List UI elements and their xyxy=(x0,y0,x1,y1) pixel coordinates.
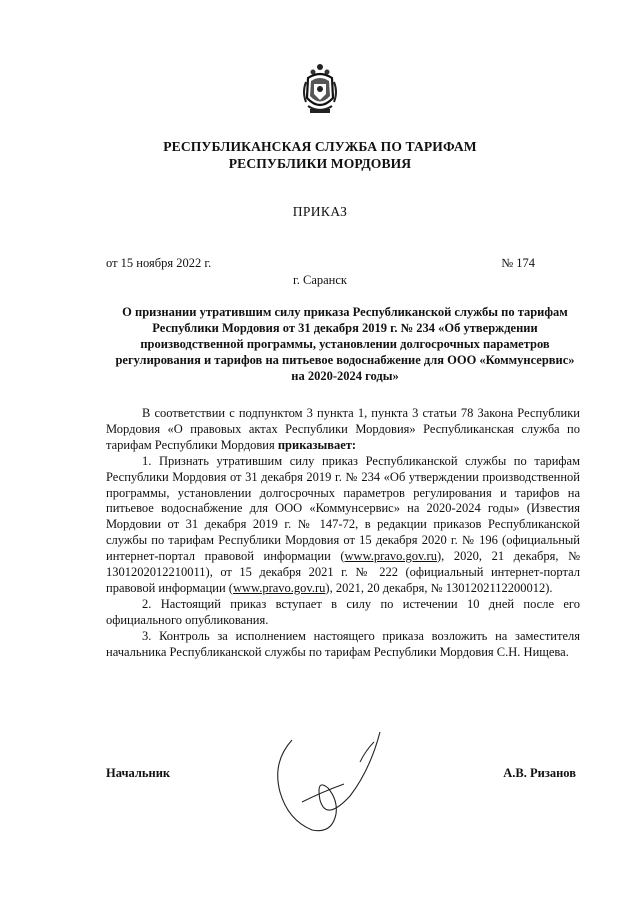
document-type: ПРИКАЗ xyxy=(292,204,348,219)
item-1-part2: ), 2020, 21 декабря, № 1301202012210011), от 15 декабря 2021 г. № 222 (официальный интернет-портал правовой информации ( xyxy=(106,549,580,595)
intro-paragraph xyxy=(106,406,580,454)
organization-name-line1: РЕСПУБЛИКАНСКАЯ СЛУЖБА ПО ТАРИФАМ xyxy=(163,139,477,154)
coat-of-arms-emblem xyxy=(300,62,340,120)
organization-name xyxy=(0,138,640,172)
item-3-paragraph: 3. Контроль за исполнением настоящего приказа возложить на заместителя начальника Республиканской службы по тарифам Республики Мордовия С.Н. Нищева. xyxy=(106,628,580,659)
order-date: от 15 ноября 2022 г. xyxy=(106,256,212,270)
pravo-link-1[interactable]: www.pravo.gov.ru xyxy=(344,549,437,564)
item-1-part1: 1. Признать утратившим силу приказ Республиканской службы по тарифам Республики Мордовия от 31 декабря 2019 г. № 234 «Об утверждении производственной программы, установлении долгосрочных параметров регулирования и тарифов на питьевое водоснабжение для ООО «Коммунсервис» на 2020-2024 годы» (Известия Мордовии от 31 декабря 2019 г. № 147-72, в редакции приказов Республиканской службы по тарифам Республики Мордовия от 15 декабря 2020 г. № 196 (официальный интернет-портал правовой информации ( xyxy=(106,453,580,564)
intro-bold-text: приказывает: xyxy=(277,437,357,452)
order-city: г. Саранск xyxy=(293,273,347,287)
order-subject: О признании утратившим силу приказа Республиканской службы по тарифам Республики Мордовия от 31 декабря 2019 г. № 234 «Об утверждении производственной программы, установлении долгосрочных параметров регулирования и тарифов на питьевое водоснабжение для ООО «Коммунсервис» на 2020-2024 годы» xyxy=(115,305,575,383)
organization-name-line2: РЕСПУБЛИКИ МОРДОВИЯ xyxy=(228,156,412,171)
order-body xyxy=(106,406,580,661)
item-2-paragraph: 2. Настоящий приказ вступает в силу по истечении 10 дней после его официального опубликования. xyxy=(106,596,580,627)
intro-text: В соответствии с подпунктом 3 пункта 1, пункта 3 статьи 78 Закона Республики Мордовия «О правовых актах Республики Мордовия» Республиканская служба по тарифам Республики Мордовия xyxy=(106,406,580,452)
signer-name: А.В. Ризанов xyxy=(503,766,576,780)
item-1-paragraph xyxy=(106,454,580,597)
order-number: № 174 xyxy=(501,256,535,270)
pravo-link-2[interactable]: www.pravo.gov.ru xyxy=(232,580,326,595)
signer-title: Начальник xyxy=(106,766,171,780)
handwritten-signature xyxy=(262,722,392,852)
item-1-part3: ), 2021, 20 декабря, № 1301202112200012). xyxy=(325,580,553,595)
